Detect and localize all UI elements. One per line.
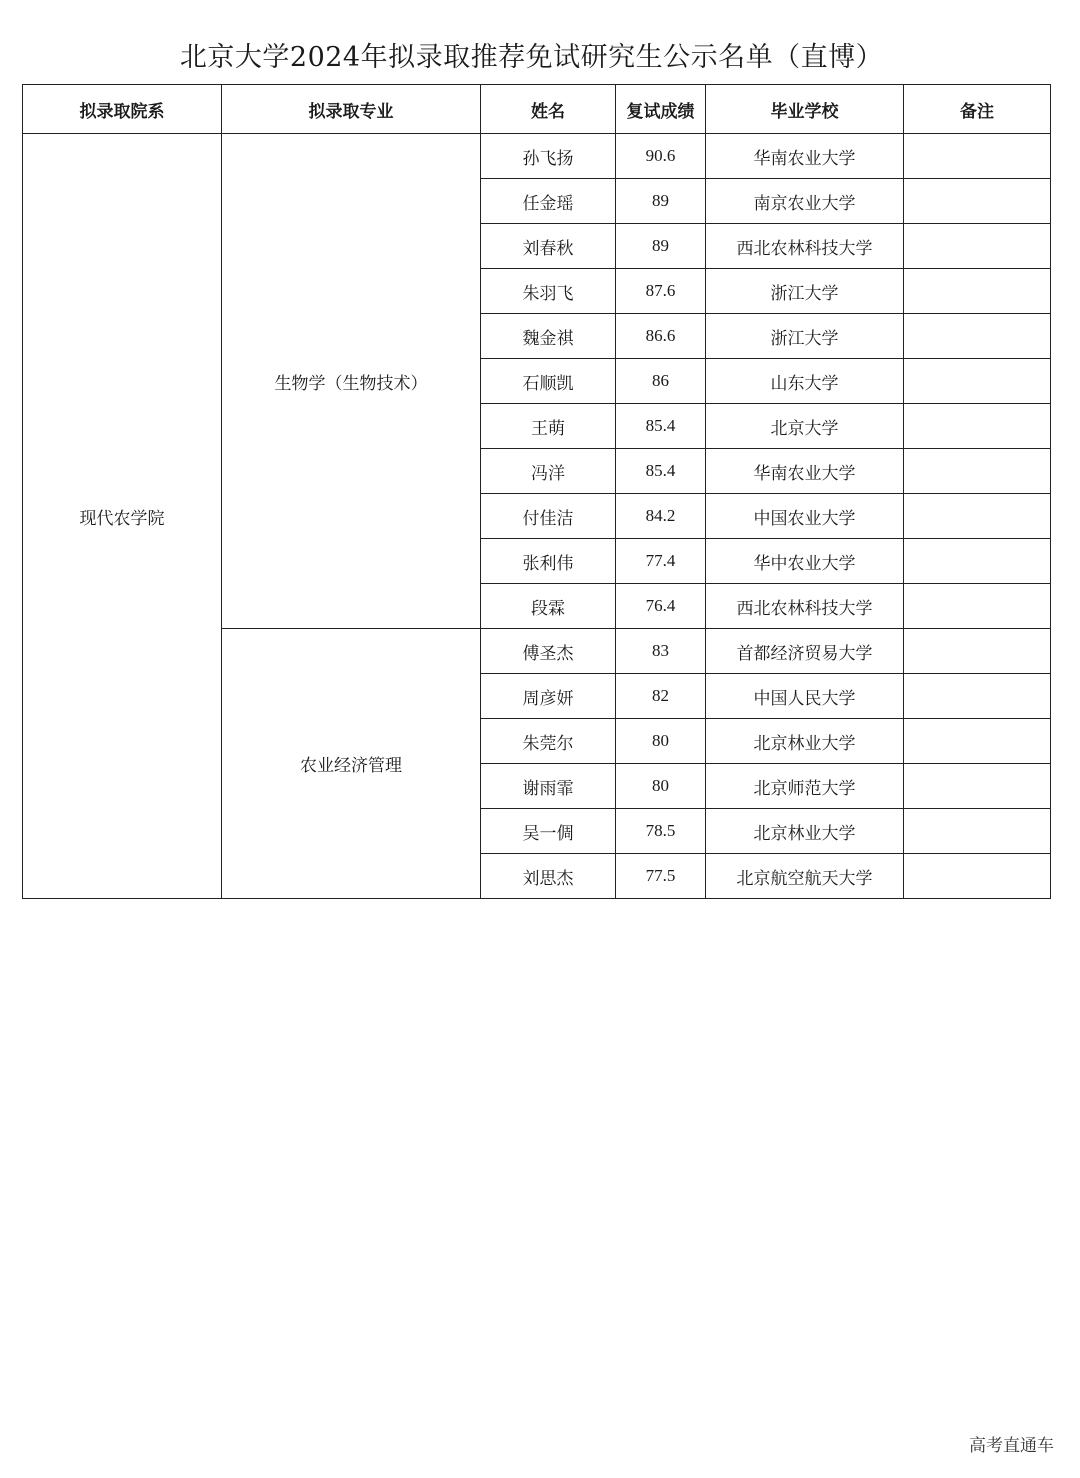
header-name: 姓名 — [481, 85, 616, 134]
table-header-row — [23, 85, 1051, 134]
score-cell: 77.5 — [616, 854, 706, 899]
name-cell: 孙飞扬 — [481, 134, 616, 179]
name-cell: 朱羽飞 — [481, 269, 616, 314]
score-cell: 86 — [616, 359, 706, 404]
school-cell: 西北农林科技大学 — [706, 584, 904, 629]
major-cell: 农业经济管理 — [222, 629, 481, 899]
remark-cell — [904, 584, 1051, 629]
header-department: 拟录取院系 — [23, 85, 222, 134]
name-cell: 吴一倜 — [481, 809, 616, 854]
name-cell: 石顺凯 — [481, 359, 616, 404]
remark-cell — [904, 359, 1051, 404]
remark-cell — [904, 719, 1051, 764]
score-cell: 85.4 — [616, 404, 706, 449]
school-cell: 浙江大学 — [706, 314, 904, 359]
school-cell: 南京农业大学 — [706, 179, 904, 224]
major-cell: 生物学（生物技术） — [222, 134, 481, 629]
header-remark: 备注 — [904, 85, 1051, 134]
remark-cell — [904, 449, 1051, 494]
school-cell: 北京林业大学 — [706, 809, 904, 854]
score-cell: 84.2 — [616, 494, 706, 539]
school-cell: 首都经济贸易大学 — [706, 629, 904, 674]
score-cell: 80 — [616, 764, 706, 809]
remark-cell — [904, 404, 1051, 449]
name-cell: 刘思杰 — [481, 854, 616, 899]
name-cell: 魏金祺 — [481, 314, 616, 359]
score-cell: 86.6 — [616, 314, 706, 359]
table-body — [23, 134, 1051, 899]
score-cell: 82 — [616, 674, 706, 719]
score-cell: 80 — [616, 719, 706, 764]
header-major: 拟录取专业 — [222, 85, 481, 134]
name-cell: 傅圣杰 — [481, 629, 616, 674]
remark-cell — [904, 674, 1051, 719]
remark-cell — [904, 134, 1051, 179]
name-cell: 周彦妍 — [481, 674, 616, 719]
score-cell: 77.4 — [616, 539, 706, 584]
remark-cell — [904, 224, 1051, 269]
watermark: 高考直通车 — [969, 1436, 1054, 1456]
score-cell: 90.6 — [616, 134, 706, 179]
remark-cell — [904, 629, 1051, 674]
name-cell: 任金瑶 — [481, 179, 616, 224]
name-cell: 刘春秋 — [481, 224, 616, 269]
school-cell: 华中农业大学 — [706, 539, 904, 584]
remark-cell — [904, 809, 1051, 854]
school-cell: 北京航空航天大学 — [706, 854, 904, 899]
school-cell: 北京林业大学 — [706, 719, 904, 764]
header-score: 复试成绩 — [616, 85, 706, 134]
school-cell: 中国人民大学 — [706, 674, 904, 719]
name-cell: 段霖 — [481, 584, 616, 629]
score-cell: 89 — [616, 179, 706, 224]
name-cell: 张利伟 — [481, 539, 616, 584]
remark-cell — [904, 539, 1051, 584]
school-cell: 西北农林科技大学 — [706, 224, 904, 269]
school-cell: 浙江大学 — [706, 269, 904, 314]
remark-cell — [904, 269, 1051, 314]
score-cell: 89 — [616, 224, 706, 269]
school-cell: 华南农业大学 — [706, 449, 904, 494]
header-school: 毕业学校 — [706, 85, 904, 134]
school-cell: 中国农业大学 — [706, 494, 904, 539]
name-cell: 付佳洁 — [481, 494, 616, 539]
page-title: 北京大学2024年拟录取推荐免试研究生公示名单（直博） — [179, 42, 884, 73]
table-row — [23, 134, 1051, 179]
remark-cell — [904, 179, 1051, 224]
remark-cell — [904, 314, 1051, 359]
score-cell: 85.4 — [616, 449, 706, 494]
school-cell: 北京大学 — [706, 404, 904, 449]
name-cell: 王萌 — [481, 404, 616, 449]
department-cell: 现代农学院 — [23, 134, 222, 899]
score-cell: 78.5 — [616, 809, 706, 854]
school-cell: 北京师范大学 — [706, 764, 904, 809]
score-cell: 83 — [616, 629, 706, 674]
school-cell: 山东大学 — [706, 359, 904, 404]
admission-table — [22, 84, 1051, 899]
score-cell: 76.4 — [616, 584, 706, 629]
score-cell: 87.6 — [616, 269, 706, 314]
name-cell: 谢雨霏 — [481, 764, 616, 809]
remark-cell — [904, 764, 1051, 809]
remark-cell — [904, 494, 1051, 539]
name-cell: 朱莞尔 — [481, 719, 616, 764]
school-cell: 华南农业大学 — [706, 134, 904, 179]
remark-cell — [904, 854, 1051, 899]
name-cell: 冯洋 — [481, 449, 616, 494]
